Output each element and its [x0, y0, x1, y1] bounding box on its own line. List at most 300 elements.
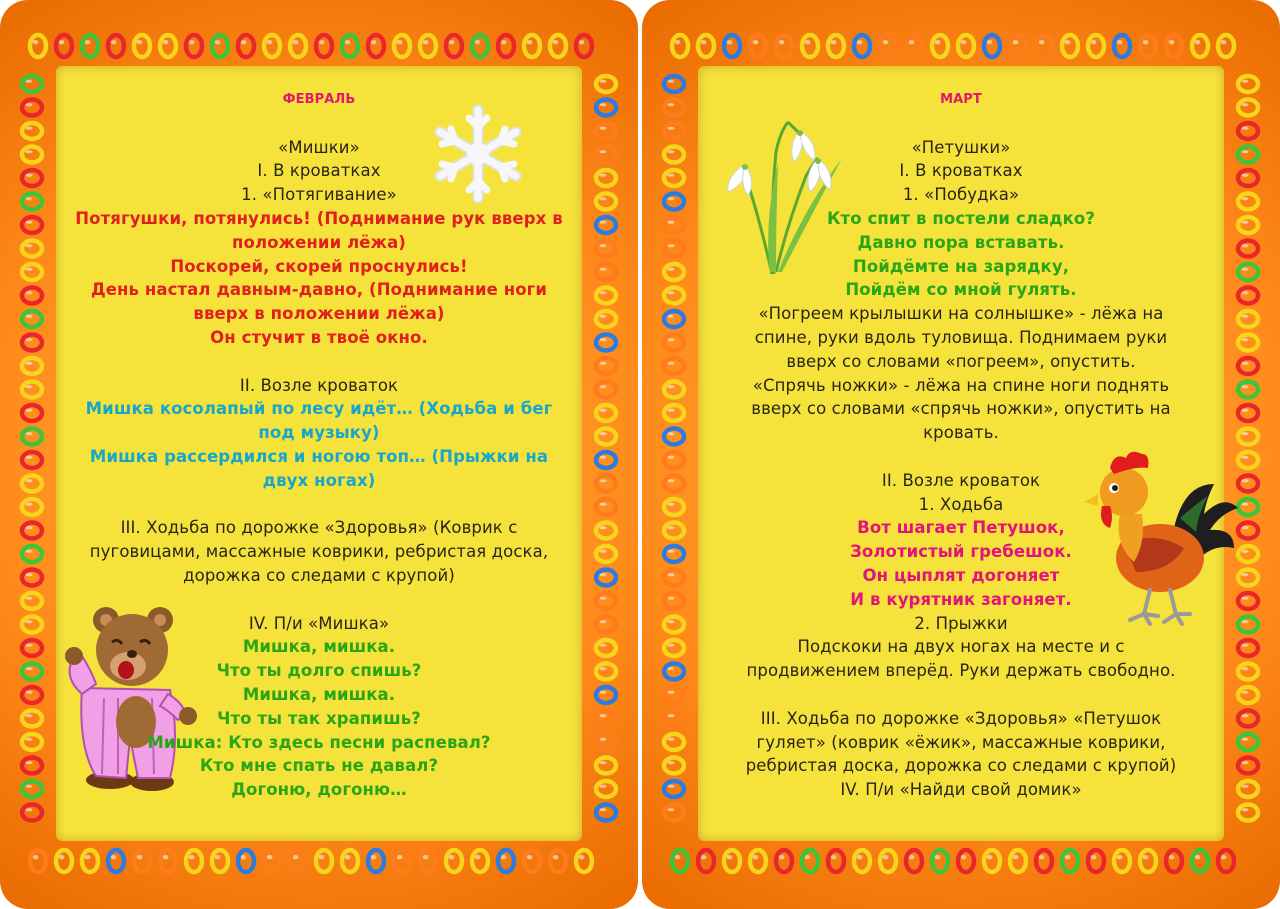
ring-ornament — [596, 217, 616, 233]
ring-ornament — [1218, 35, 1234, 57]
game-title: «Мишки» — [278, 137, 360, 157]
ring-ornament — [22, 241, 42, 257]
ring-highlight — [600, 150, 607, 153]
ring-ornament — [596, 546, 616, 562]
verse-line: Мишка рассердился и ногою топ… (Прыжки на — [89, 446, 549, 466]
ring-highlight — [26, 550, 33, 553]
ring-highlight — [1169, 855, 1175, 859]
instruction-line: «Спрячь ножки» - лёжа на спине ноги поднять — [752, 375, 1170, 395]
ring-highlight — [475, 40, 481, 44]
ring-highlight — [600, 667, 607, 670]
ring-highlight — [753, 855, 759, 859]
ring-highlight — [1242, 244, 1249, 247]
ring-highlight — [1242, 432, 1249, 435]
ring-ornament — [22, 100, 42, 116]
ring-highlight — [85, 40, 91, 44]
ring-ornament — [1010, 850, 1026, 872]
ring-ornament — [1238, 170, 1258, 186]
ring-highlight — [668, 432, 675, 435]
verse-line: под музыку) — [258, 423, 380, 443]
ring-highlight — [935, 40, 941, 44]
ring-ornament — [664, 382, 684, 398]
ring-highlight — [857, 40, 863, 44]
ring-highlight — [241, 40, 247, 44]
ring-ornament — [984, 35, 1000, 57]
ring-ornament — [30, 35, 46, 57]
ring-highlight — [668, 338, 675, 341]
ring-highlight — [1242, 103, 1249, 106]
ring-ornament — [1238, 382, 1258, 398]
verse-line: Поскорей, скорей проснулись! — [170, 256, 468, 276]
verse-line: Он стучит в твоё окно. — [210, 327, 428, 347]
ring-ornament — [596, 405, 616, 421]
ring-ornament — [932, 850, 948, 872]
ring-highlight — [668, 315, 675, 318]
ring-highlight — [600, 503, 607, 506]
ring-highlight — [668, 667, 675, 670]
ring-highlight — [111, 40, 117, 44]
ring-ornament — [1238, 805, 1258, 821]
ring-ornament — [596, 335, 616, 351]
ring-ornament — [664, 311, 684, 327]
ring-highlight — [501, 40, 507, 44]
ring-ornament — [22, 335, 42, 351]
ring-highlight — [1242, 221, 1249, 224]
ring-highlight — [26, 620, 33, 623]
ring-ornament — [316, 850, 332, 872]
ring-ornament — [342, 35, 358, 57]
ring-highlight — [1242, 573, 1249, 576]
ring-ornament — [1238, 711, 1258, 727]
ring-ornament — [596, 264, 616, 280]
ring-ornament — [958, 35, 974, 57]
ring-highlight — [579, 855, 585, 859]
ring-highlight — [26, 738, 33, 741]
ring-ornament — [664, 288, 684, 304]
ring-highlight — [831, 855, 837, 859]
ring-ornament — [1192, 850, 1208, 872]
ring-ornament — [1238, 358, 1258, 374]
month-title: МАРТ — [940, 92, 982, 107]
ring-highlight — [189, 40, 195, 44]
ring-ornament — [776, 35, 792, 57]
ring-highlight — [668, 785, 675, 788]
ring-highlight — [26, 315, 33, 318]
ring-highlight — [668, 761, 675, 764]
ring-ornament — [1238, 194, 1258, 210]
ring-highlight — [600, 80, 607, 83]
part-heading: II. Возле кроваток — [239, 375, 399, 395]
ring-ornament — [56, 850, 72, 872]
ring-ornament — [1166, 850, 1182, 872]
verse-line: Что ты долго спишь? — [216, 661, 422, 681]
ring-highlight — [293, 855, 299, 859]
ring-highlight — [600, 456, 607, 459]
ring-highlight — [961, 855, 967, 859]
ring-highlight — [668, 362, 675, 365]
instruction-line: Подскоки на двух ногах на месте и с — [797, 637, 1125, 657]
verse-line: положении лёжа) — [232, 232, 406, 252]
ring-ornament — [108, 850, 124, 872]
ring-ornament — [1238, 570, 1258, 586]
ring-highlight — [779, 855, 785, 859]
ring-ornament — [596, 758, 616, 774]
ring-highlight — [600, 644, 607, 647]
ring-ornament — [672, 850, 688, 872]
ring-highlight — [600, 785, 607, 788]
ring-highlight — [987, 855, 993, 859]
verse-line: Давно пора вставать. — [857, 232, 1065, 252]
ring-highlight — [668, 103, 675, 106]
ring-ornament — [664, 76, 684, 92]
ring-ornament — [1238, 546, 1258, 562]
part-heading: IV. П/и «Найди свой домик» — [840, 780, 1082, 800]
month-title: ФЕВРАЛЬ — [282, 92, 356, 107]
ring-ornament — [596, 123, 616, 139]
ring-ornament — [664, 100, 684, 116]
ring-ornament — [664, 476, 684, 492]
ring-ornament — [1238, 311, 1258, 327]
ring-ornament — [664, 170, 684, 186]
ring-highlight — [553, 40, 559, 44]
ring-ornament — [664, 194, 684, 210]
ring-ornament — [1238, 76, 1258, 92]
ring-highlight — [668, 197, 675, 200]
ring-ornament — [664, 546, 684, 562]
ring-highlight — [600, 197, 607, 200]
ring-ornament — [1192, 35, 1208, 57]
ring-ornament — [802, 850, 818, 872]
ring-highlight — [701, 40, 707, 44]
ring-ornament — [1238, 499, 1258, 515]
ring-highlight — [26, 80, 33, 83]
ring-highlight — [668, 127, 675, 130]
ring-highlight — [675, 855, 681, 859]
ring-highlight — [26, 808, 33, 811]
ring-highlight — [1065, 855, 1071, 859]
ring-highlight — [600, 291, 607, 294]
ring-highlight — [1242, 479, 1249, 482]
ring-ornament — [22, 147, 42, 163]
ring-highlight — [701, 855, 707, 859]
instruction-line: пуговицами, массажные коврики, ребристая доска, — [89, 542, 549, 562]
ring-highlight — [668, 221, 675, 224]
ring-highlight — [26, 691, 33, 694]
ring-ornament — [22, 570, 42, 586]
ring-highlight — [26, 456, 33, 459]
march-page — [642, 0, 1280, 909]
ring-highlight — [1242, 291, 1249, 294]
ring-highlight — [805, 40, 811, 44]
ring-ornament — [472, 35, 488, 57]
ring-ornament — [1036, 35, 1052, 57]
ring-ornament — [1088, 35, 1104, 57]
ring-ornament — [664, 335, 684, 351]
ring-ornament — [1218, 850, 1234, 872]
ring-ornament — [664, 617, 684, 633]
ring-ornament — [1238, 687, 1258, 703]
ring-highlight — [600, 761, 607, 764]
ring-highlight — [137, 855, 143, 859]
ring-ornament — [22, 452, 42, 468]
ring-ornament — [22, 640, 42, 656]
ring-ornament — [724, 850, 740, 872]
ring-highlight — [727, 855, 733, 859]
ring-highlight — [668, 550, 675, 553]
instruction-line: кровать. — [923, 423, 999, 443]
ring-highlight — [1242, 197, 1249, 200]
verse-line: Кто спит в постели сладко? — [826, 208, 1096, 228]
ring-ornament — [750, 850, 766, 872]
ring-highlight — [668, 479, 675, 482]
ring-highlight — [668, 503, 675, 506]
instruction-line: «Погреем крылышки на солнышке» - лёжа на — [758, 304, 1164, 324]
ring-ornament — [1114, 850, 1130, 872]
ring-ornament — [596, 687, 616, 703]
ring-ornament — [596, 664, 616, 680]
ring-ornament — [596, 147, 616, 163]
ring-highlight — [668, 291, 675, 294]
ring-ornament — [958, 850, 974, 872]
ring-ornament — [664, 452, 684, 468]
ring-highlight — [163, 40, 169, 44]
march-text — [698, 88, 1224, 802]
ring-ornament — [1062, 850, 1078, 872]
ring-highlight — [600, 315, 607, 318]
ring-ornament — [472, 850, 488, 872]
ring-ornament — [596, 617, 616, 633]
ring-highlight — [26, 761, 33, 764]
ring-highlight — [1065, 40, 1071, 44]
verse-line: Золотистый гребешок. — [850, 542, 1072, 562]
ring-ornament — [238, 850, 254, 872]
ring-ornament — [134, 850, 150, 872]
ring-highlight — [1242, 268, 1249, 271]
ring-highlight — [371, 855, 377, 859]
ring-highlight — [449, 855, 455, 859]
ring-highlight — [668, 268, 675, 271]
ring-highlight — [59, 855, 65, 859]
ring-highlight — [1242, 174, 1249, 177]
instruction-line: III. Ходьба по дорожке «Здоровья» (Коврик с — [120, 518, 518, 538]
ring-highlight — [857, 855, 863, 859]
ring-highlight — [553, 855, 559, 859]
ring-highlight — [26, 714, 33, 717]
instruction-line: продвижением вперёд. Руки держать свободно. — [746, 661, 1176, 681]
ring-highlight — [397, 855, 403, 859]
ring-highlight — [668, 714, 675, 717]
ring-highlight — [1242, 620, 1249, 623]
ring-ornament — [22, 617, 42, 633]
ring-ornament — [160, 850, 176, 872]
ring-highlight — [600, 127, 607, 130]
ring-ornament — [698, 35, 714, 57]
ring-highlight — [163, 855, 169, 859]
ring-highlight — [1242, 526, 1249, 529]
ring-ornament — [82, 850, 98, 872]
ring-ornament — [22, 170, 42, 186]
ring-ornament — [22, 311, 42, 327]
ring-ornament — [290, 35, 306, 57]
ring-highlight — [1242, 409, 1249, 412]
ring-ornament — [664, 805, 684, 821]
ring-ornament — [906, 35, 922, 57]
ring-ornament — [22, 734, 42, 750]
ring-highlight — [26, 785, 33, 788]
ring-highlight — [1169, 40, 1175, 44]
ring-highlight — [33, 855, 39, 859]
verse-line: Мишка, мишка. — [242, 684, 396, 704]
ring-ornament — [828, 850, 844, 872]
verse-line: Пойдём со мной гулять. — [845, 280, 1077, 300]
ring-ornament — [212, 35, 228, 57]
ring-highlight — [883, 40, 889, 44]
ring-highlight — [1143, 40, 1149, 44]
ring-highlight — [668, 80, 675, 83]
verse-line: Потягушки, потянулись! (Поднимание рук вверх в — [75, 208, 563, 228]
ring-ornament — [596, 429, 616, 445]
ring-ornament — [664, 687, 684, 703]
ring-ornament — [596, 593, 616, 609]
ring-highlight — [1242, 808, 1249, 811]
ring-highlight — [600, 385, 607, 388]
instruction-line: гуляет» (коврик «ёжик», массажные коврики, — [756, 732, 1166, 752]
ring-ornament — [22, 523, 42, 539]
ring-ornament — [664, 358, 684, 374]
ring-ornament — [596, 734, 616, 750]
verse-line: Мишка, мишка. — [242, 637, 396, 657]
ring-highlight — [1039, 40, 1045, 44]
ring-ornament — [1238, 405, 1258, 421]
ring-ornament — [368, 35, 384, 57]
ring-highlight — [831, 40, 837, 44]
ring-highlight — [600, 174, 607, 177]
ring-highlight — [668, 244, 675, 247]
ring-ornament — [596, 476, 616, 492]
ring-ornament — [664, 217, 684, 233]
ring-ornament — [1140, 850, 1156, 872]
ring-highlight — [600, 714, 607, 717]
ring-ornament — [498, 850, 514, 872]
ring-ornament — [1088, 850, 1104, 872]
instruction-line: дорожка со следами с крупой) — [183, 565, 455, 585]
ring-highlight — [241, 855, 247, 859]
ring-highlight — [1039, 855, 1045, 859]
ring-highlight — [1242, 550, 1249, 553]
ring-highlight — [26, 338, 33, 341]
ring-highlight — [600, 691, 607, 694]
ring-ornament — [264, 35, 280, 57]
verse-line: Мишка косолапый по лесу идёт… (Ходьба и бег — [85, 399, 553, 419]
ring-highlight — [26, 526, 33, 529]
ring-highlight — [33, 40, 39, 44]
ring-ornament — [1166, 35, 1182, 57]
ring-highlight — [26, 409, 33, 412]
ring-ornament — [750, 35, 766, 57]
ring-ornament — [802, 35, 818, 57]
ring-ornament — [22, 711, 42, 727]
ring-highlight — [668, 597, 675, 600]
ring-highlight — [26, 597, 33, 600]
ring-ornament — [664, 241, 684, 257]
ring-ornament — [1238, 523, 1258, 539]
ring-ornament — [596, 452, 616, 468]
ring-ornament — [22, 687, 42, 703]
ring-ornament — [342, 850, 358, 872]
ring-highlight — [319, 855, 325, 859]
ring-ornament — [880, 35, 896, 57]
verse-line: И в курятник загоняет. — [850, 589, 1072, 609]
ring-highlight — [668, 738, 675, 741]
ring-ornament — [1238, 617, 1258, 633]
ring-highlight — [668, 385, 675, 388]
ring-ornament — [394, 850, 410, 872]
ring-ornament — [1238, 288, 1258, 304]
ring-ornament — [524, 850, 540, 872]
ring-ornament — [1238, 264, 1258, 280]
ring-ornament — [1238, 147, 1258, 163]
ring-ornament — [596, 805, 616, 821]
ring-ornament — [932, 35, 948, 57]
ring-highlight — [1242, 385, 1249, 388]
ring-highlight — [668, 808, 675, 811]
verse-line: Он цыплят догоняет — [862, 565, 1060, 585]
ring-ornament — [1238, 123, 1258, 139]
verse-line: двух ногах) — [262, 470, 376, 490]
ring-ornament — [22, 76, 42, 92]
ring-ornament — [596, 781, 616, 797]
ring-ornament — [22, 758, 42, 774]
ring-highlight — [779, 40, 785, 44]
ring-ornament — [724, 35, 740, 57]
ring-highlight — [1195, 855, 1201, 859]
ring-ornament — [576, 35, 592, 57]
instruction-line: спине, руки вдоль туловища. Поднимаем руки — [754, 327, 1168, 347]
ring-ornament — [394, 35, 410, 57]
ring-highlight — [727, 40, 733, 44]
ring-ornament — [672, 35, 688, 57]
ring-ornament — [22, 358, 42, 374]
verse-line: Вот шагает Петушок, — [857, 518, 1065, 538]
verse-line: Что ты так храпишь? — [217, 708, 421, 728]
ring-ornament — [1238, 452, 1258, 468]
ring-highlight — [961, 40, 967, 44]
ring-highlight — [26, 503, 33, 506]
verse-line: Догоню, догоню… — [231, 780, 407, 800]
ring-highlight — [1013, 40, 1019, 44]
ring-ornament — [1238, 100, 1258, 116]
ring-ornament — [664, 570, 684, 586]
ring-highlight — [600, 620, 607, 623]
ring-ornament — [596, 523, 616, 539]
ring-ornament — [22, 405, 42, 421]
ring-highlight — [26, 573, 33, 576]
ring-ornament — [1238, 217, 1258, 233]
ring-ornament — [664, 640, 684, 656]
ring-highlight — [1242, 644, 1249, 647]
ring-ornament — [22, 194, 42, 210]
game-title: «Петушки» — [911, 137, 1011, 157]
ring-ornament — [22, 123, 42, 139]
ring-ornament — [776, 850, 792, 872]
ring-ornament — [238, 35, 254, 57]
ring-highlight — [600, 479, 607, 482]
ring-highlight — [1242, 785, 1249, 788]
ring-highlight — [909, 855, 915, 859]
ring-ornament — [596, 382, 616, 398]
ring-ornament — [212, 850, 228, 872]
ring-highlight — [600, 362, 607, 365]
